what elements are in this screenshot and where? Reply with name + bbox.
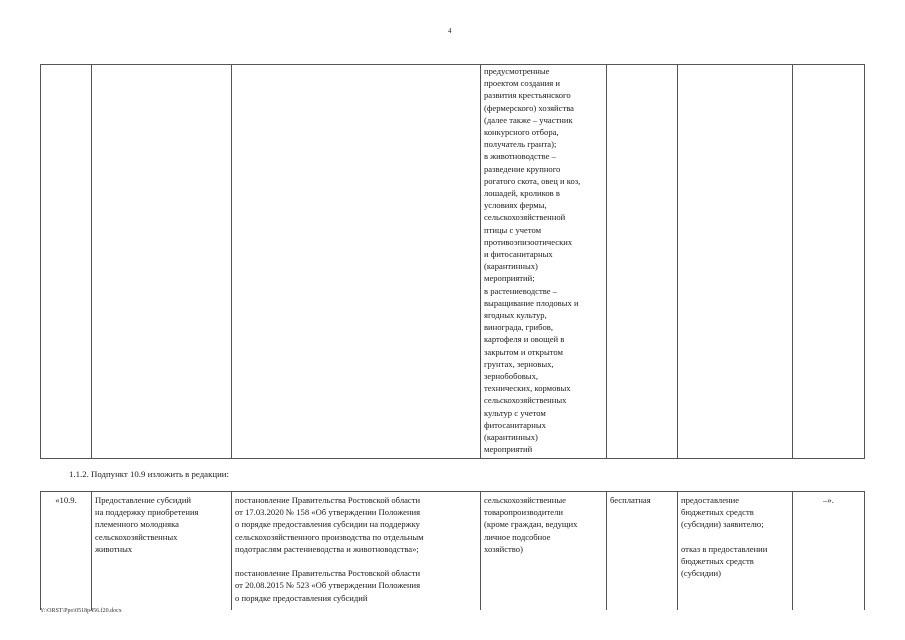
cell-legal-basis: постановление Правительства Ростовской области от 17.03.2020 № 158 «Об утверждении Положения о порядке предоставления субсидии на поддержку сельскохозяйственного производства по отдельным подотраслям растениеводства и животноводства»; постановление Правительства Ростовской области от 20.08.2015 № 523 «Об утверждении Положения о порядке предоставления субсидий: [232, 492, 481, 611]
cell-result: предоставление бюджетных средств (субсидии) заявителю; отказ в предоставлении бюджетных средств (субсидии): [678, 492, 793, 611]
cell-result: [678, 65, 793, 459]
table-row: [41, 65, 865, 459]
cell-recipients: сельскохозяйственные товаропроизводители (кроме граждан, ведущих личное подсобное хозяйство): [481, 492, 607, 611]
cell-cost: бесплатная: [607, 492, 678, 611]
cell-cost: [607, 65, 678, 459]
page-number: 4: [448, 27, 452, 35]
cell-number: «10.9.: [41, 492, 92, 611]
cell-end: [793, 65, 865, 459]
section-heading: 1.1.2. Подпункт 10.9 изложить в редакции:: [69, 469, 229, 479]
table-continuation: [40, 64, 865, 459]
cell-service-name: Предоставление субсидий на поддержку приобретения племенного молодняка сельскохозяйственных животных: [92, 492, 232, 611]
cell-service-name: [92, 65, 232, 459]
file-path-footer: Y:\ORST\Ppo\0518p456.f20.docx: [40, 608, 122, 614]
table-row: [41, 492, 865, 611]
table-subpoint-10-9: [40, 491, 865, 610]
cell-legal-basis: [232, 65, 481, 459]
cell-recipients: предусмотренные проектом создания и развития крестьянского (фермерского) хозяйства (далее также – участник конкурсного отбора, получатель гранта); в животноводстве – разведение крупного рогатого скота, овец и коз, лошадей, кроликов в условиях фермы, сельскохозяйственной птицы с учетом противоэпизоотических и фитосанитарных (карантинных) мероприятий; в растениеводстве – выращивание плодовых и ягодных культур, винограда, грибов, картофеля и овощей в закрытом и открытом грунтах, зерновых, зернобобовых, технических, кормовых сельскохозяйственных культур с учетом фитосанитарных (карантинных) мероприятий: [481, 65, 607, 459]
cell-end: –».: [793, 492, 865, 611]
cell-number: [41, 65, 92, 459]
